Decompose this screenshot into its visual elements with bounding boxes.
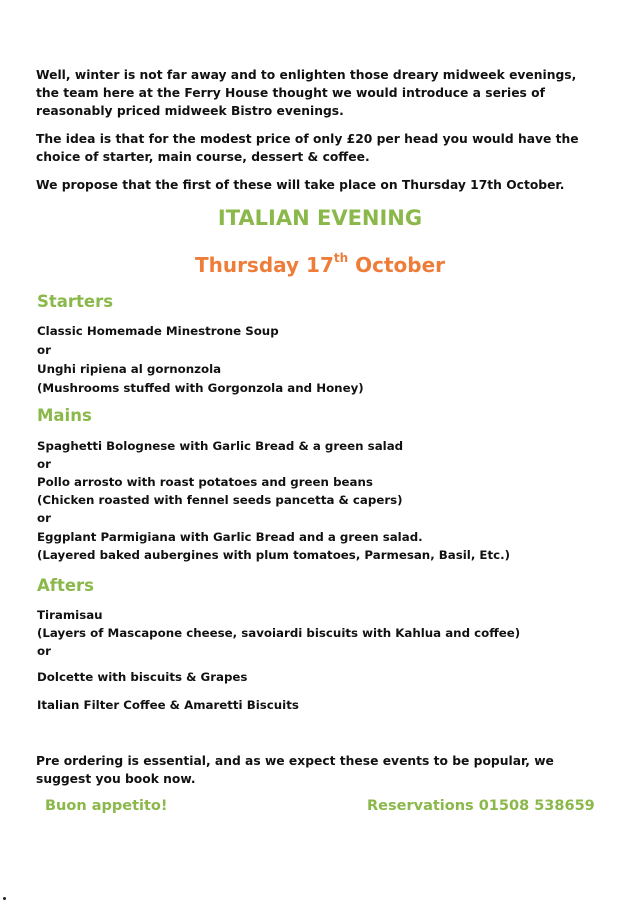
mains-line: Pollo arrosto with roast potatoes and green beans [37,475,373,489]
reservations-phone: Reservations 01508 538659 [367,798,595,814]
event-date-day: Thursday 17 [194,253,334,277]
event-date-ordinal: th [333,251,349,266]
afters-line: Italian Filter Coffee & Amaretti Biscuits [37,698,299,712]
starters-line: (Mushrooms stuffed with Gorgonzola and Honey) [37,381,364,395]
starters-heading: Starters [37,292,114,311]
intro-paragraph-2: The idea is that for the modest price of only £20 per head you would have the choice of starter, main course, dessert & coffee. [36,132,579,164]
afters-line: (Layers of Mascapone cheese, savoiardi biscuits with Kahlua and coffee) [37,626,521,640]
mains-line: or [37,457,51,471]
starters-line: Classic Homemade Minestrone Soup [37,324,279,338]
event-date-month: October [348,253,446,277]
intro-paragraph-1: Well, winter is not far away and to enlighten those dreary midweek evenings, the team here at the Ferry House thought we would introduce a series of reasonably priced midweek Bistro evenings. [36,68,577,118]
closing-note: Pre ordering is essential, and as we expect these events to be popular, we suggest you book now. [36,754,554,786]
buon-appetito: Buon appetito! [45,798,168,814]
mains-heading: Mains [37,406,92,425]
starters-line: or [37,343,51,357]
mains-line: Eggplant Parmigiana with Garlic Bread and a green salad. [37,530,423,544]
afters-line: or [37,644,51,658]
mains-line: Spaghetti Bolognese with Garlic Bread & a green salad [37,439,404,453]
event-date [0,253,640,277]
mains-line: (Chicken roasted with fennel seeds pancetta & capers) [37,493,403,507]
mains-line: or [37,511,51,525]
event-title: ITALIAN EVENING [217,206,423,230]
afters-heading: Afters [37,576,94,595]
afters-line: Tiramisau [37,608,103,622]
mains-line: (Layered baked aubergines with plum tomatoes, Parmesan, Basil, Etc.) [37,548,510,562]
afters-line: Dolcette with biscuits & Grapes [37,670,248,684]
scan-speck [3,897,6,900]
starters-line: Unghi ripiena al gornonzola [37,362,222,376]
intro-paragraph-3: We propose that the first of these will take place on Thursday 17th October. [36,178,565,192]
